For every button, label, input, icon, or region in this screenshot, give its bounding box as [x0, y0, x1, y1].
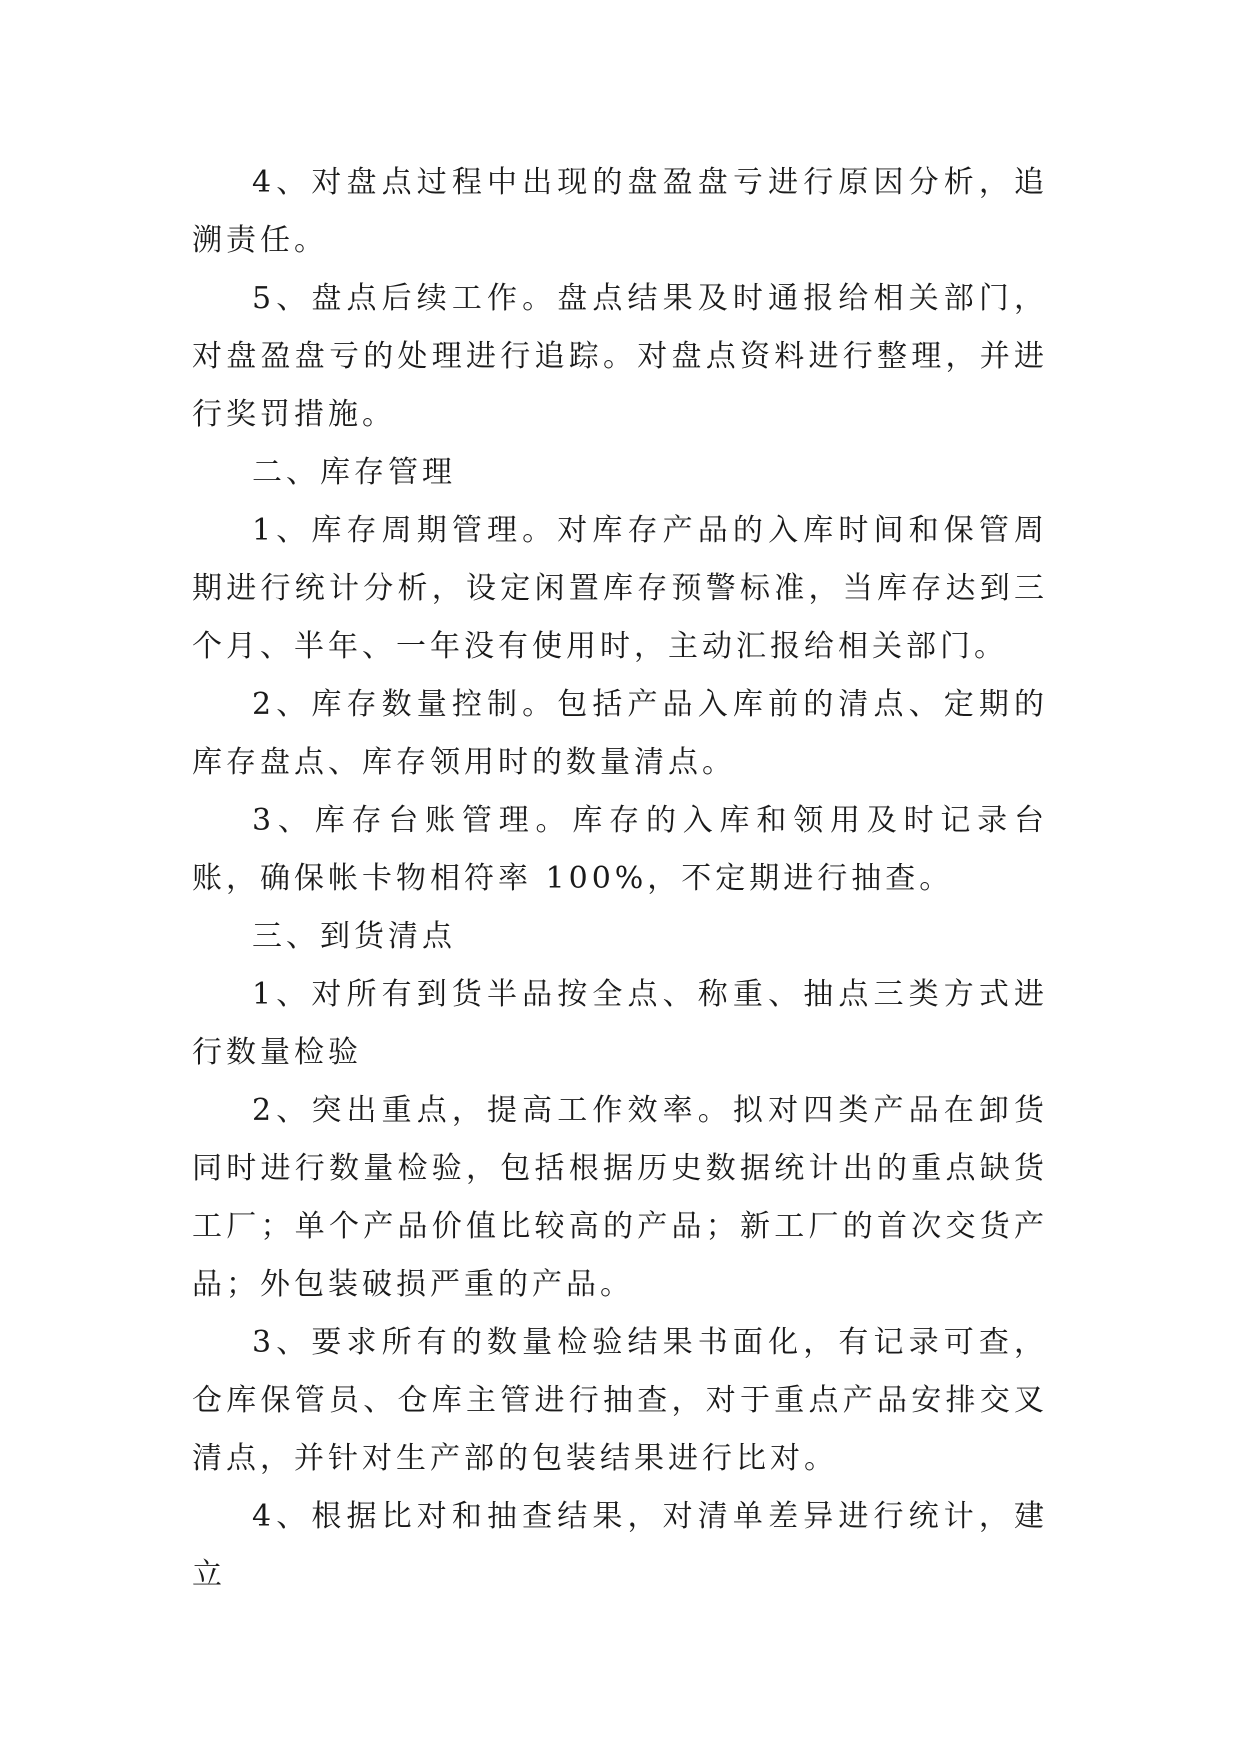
- paragraph-item-4-analysis: 4、对盘点过程中出现的盘盈盘亏进行原因分析，追溯责任。: [192, 165, 1048, 258]
- paragraph-item-5-followup: 5、盘点后续工作。盘点结果及时通报给相关部门，对盘盈盘亏的处理进行追踪。对盘点资料进行整理，并进行奖罚措施。: [192, 281, 1048, 432]
- paragraph-inventory-quantity: 2、库存数量控制。包括产品入库前的清点、定期的库存盘点、库存领用时的数量清点。: [192, 687, 1048, 780]
- paragraph-arrival-inspection: 1、对所有到货半品按全点、称重、抽点三类方式进行数量检验: [192, 977, 1048, 1070]
- paragraph-arrival-records: 3、要求所有的数量检验结果书面化，有记录可查，仓库保管员、仓库主管进行抽查，对于重点产品安排交叉清点，并针对生产部的包装结果进行比对。: [192, 1325, 1048, 1476]
- section-heading-arrival: 三、到货清点: [252, 919, 456, 954]
- paragraph-inventory-ledger: 3、库存台账管理。库存的入库和领用及时记录台账，确保帐卡物相符率 100%，不定期进行抽查。: [192, 803, 1048, 896]
- paragraph-arrival-comparison: 4、根据比对和抽查结果，对清单差异进行统计，建立: [192, 1499, 1048, 1592]
- paragraph-inventory-cycle: 1、库存周期管理。对库存产品的入库时间和保管周期进行统计分析，设定闲置库存预警标准，当库存达到三个月、半年、一年没有使用时，主动汇报给相关部门。: [192, 513, 1048, 664]
- section-heading-inventory: 二、库存管理: [252, 455, 456, 490]
- paragraph-arrival-focus: 2、突出重点，提高工作效率。拟对四类产品在卸货同时进行数量检验，包括根据历史数据统计出的重点缺货工厂；单个产品价值比较高的产品；新工厂的首次交货产品；外包装破损严重的产品。: [192, 1093, 1048, 1302]
- document-body: [192, 154, 1048, 1604]
